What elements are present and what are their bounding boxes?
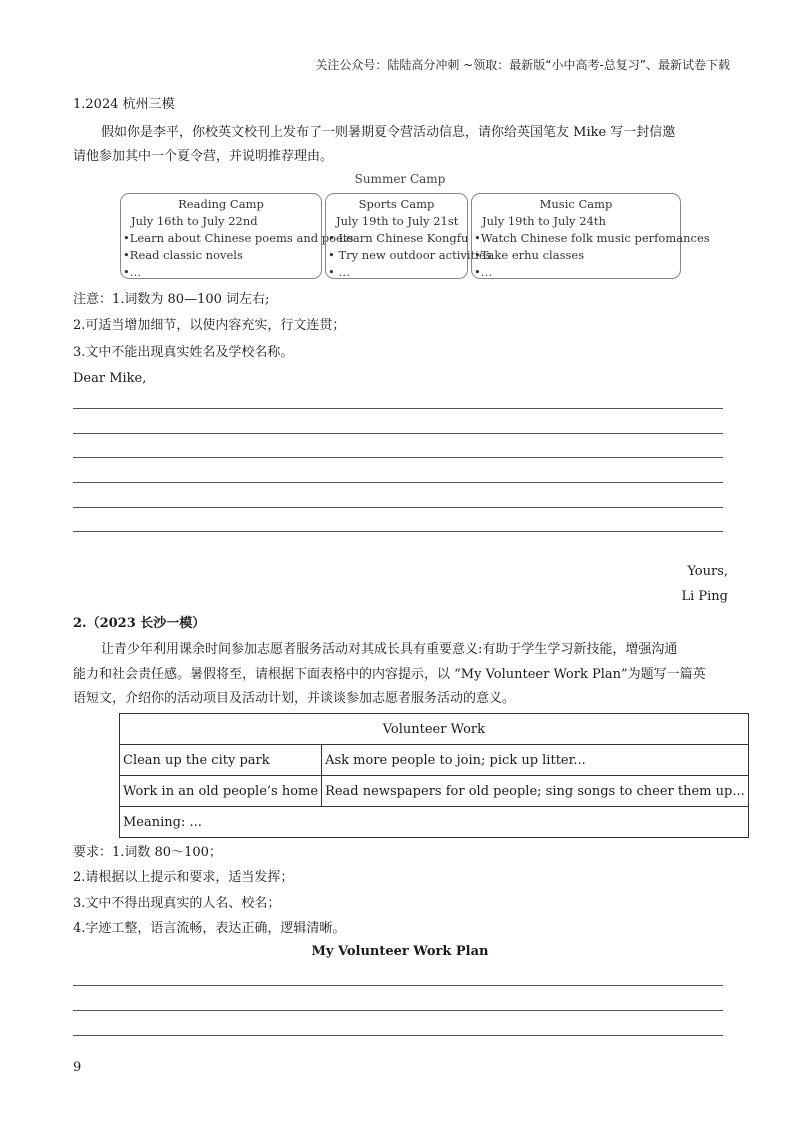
q2-prompt-line1: 让青少年利用课余时间参加志愿者服务活动对其成长具有重要意义:有助于学生学习新技能，增强沟通	[101, 642, 678, 657]
writing-line	[73, 482, 723, 483]
table-cell: Ask more people to join; pick up litter...	[322, 745, 749, 776]
table-row	[120, 807, 749, 838]
q2-prompt-line2: 能力和社会责任感。暑假将至，请根据下面表格中的内容提示，以 “My Volunteer Work Plan”为题写一篇英	[73, 667, 706, 682]
camp-item: • …	[328, 265, 350, 279]
writing-line	[73, 408, 723, 409]
page-number: 9	[73, 1060, 82, 1075]
table-cell: Meaning: ...	[120, 807, 749, 838]
q2-requirement-2: 2.请根据以上提示和要求，适当发挥；	[73, 870, 294, 885]
q2-prompt-line3: 语短文，介绍你的活动项目及活动计划，并谈谈参加志愿者服务活动的意义。	[73, 691, 516, 706]
writing-line	[73, 433, 723, 434]
table-header: Volunteer Work	[120, 714, 749, 745]
camp-item: • Try new outdoor activities	[328, 248, 492, 262]
summer-camp-heading: Summer Camp	[354, 172, 446, 186]
table-cell: Work in an old people’s home	[120, 776, 322, 807]
closing: Yours,	[687, 564, 728, 579]
camp-date: July 19th to July 21st	[336, 214, 459, 228]
camp-date: July 19th to July 24th	[482, 214, 606, 228]
q2-requirement-3: 3.文中不得出现真实的人名、校名；	[73, 896, 281, 911]
table-cell: Clean up the city park	[120, 745, 322, 776]
header-note: 关注公众号：陆陆高分冲刺 ~领取：最新版“小中高考-总复习”、最新试卷下载	[315, 58, 730, 72]
q1-note-2: 2.可适当增加细节，以使内容充实，行文连贯；	[73, 318, 346, 333]
q2-requirement-1: 要求：1.词数 80～100；	[73, 845, 222, 860]
q2-requirement-4: 4.字迹工整，语言流畅，表达正确，逻辑清晰。	[73, 921, 346, 936]
camp-item: •…	[474, 265, 493, 279]
writing-line	[73, 1035, 723, 1036]
sports-camp-box	[325, 193, 492, 279]
table-row	[120, 776, 749, 807]
camp-item: •Read classic novels	[123, 248, 243, 262]
writing-line	[73, 457, 723, 458]
writing-line	[73, 1010, 723, 1011]
camp-name: Music Camp	[539, 197, 613, 211]
signature: Li Ping	[681, 589, 728, 604]
camp-item: •Take erhu classes	[474, 248, 585, 262]
music-camp-box	[471, 193, 710, 279]
q1-title: 1.2024 杭州三模	[73, 97, 175, 112]
essay-title: My Volunteer Work Plan	[311, 944, 489, 959]
table-cell: Read newspapers for old people; sing songs to cheer them up...	[322, 776, 749, 807]
camp-item: •…	[123, 265, 142, 279]
q1-prompt-line1: 假如你是李平，你校英文校刊上发布了一则暑期夏令营活动信息，请你给英国笔友 Mike 写一封信邀	[101, 125, 676, 140]
writing-line	[73, 531, 723, 532]
writing-line	[73, 507, 723, 508]
q2-title: 2.（2023 长沙一模）	[73, 616, 206, 631]
writing-line	[73, 985, 723, 986]
camp-item: •Learn about Chinese poems and poets	[123, 231, 354, 245]
camp-date: July 16th to July 22nd	[131, 214, 258, 228]
camp-item: •Watch Chinese folk music perfomances	[474, 231, 710, 245]
q1-note-1: 注意：1.词数为 80—100 词左右;	[73, 292, 270, 307]
reading-camp-box	[120, 193, 354, 279]
volunteer-work-table	[119, 713, 749, 838]
salutation: Dear Mike,	[73, 371, 147, 386]
table-row	[120, 745, 749, 776]
camp-item: • Learn Chinese Kongfu	[328, 231, 469, 245]
table-row	[120, 714, 749, 745]
camp-name: Sports Camp	[358, 197, 435, 211]
camp-name: Reading Camp	[178, 197, 264, 211]
q1-prompt-line2: 请他参加其中一个夏令营，并说明推荐理由。	[73, 149, 334, 164]
q1-note-3: 3.文中不能出现真实姓名及学校名称。	[73, 345, 294, 360]
